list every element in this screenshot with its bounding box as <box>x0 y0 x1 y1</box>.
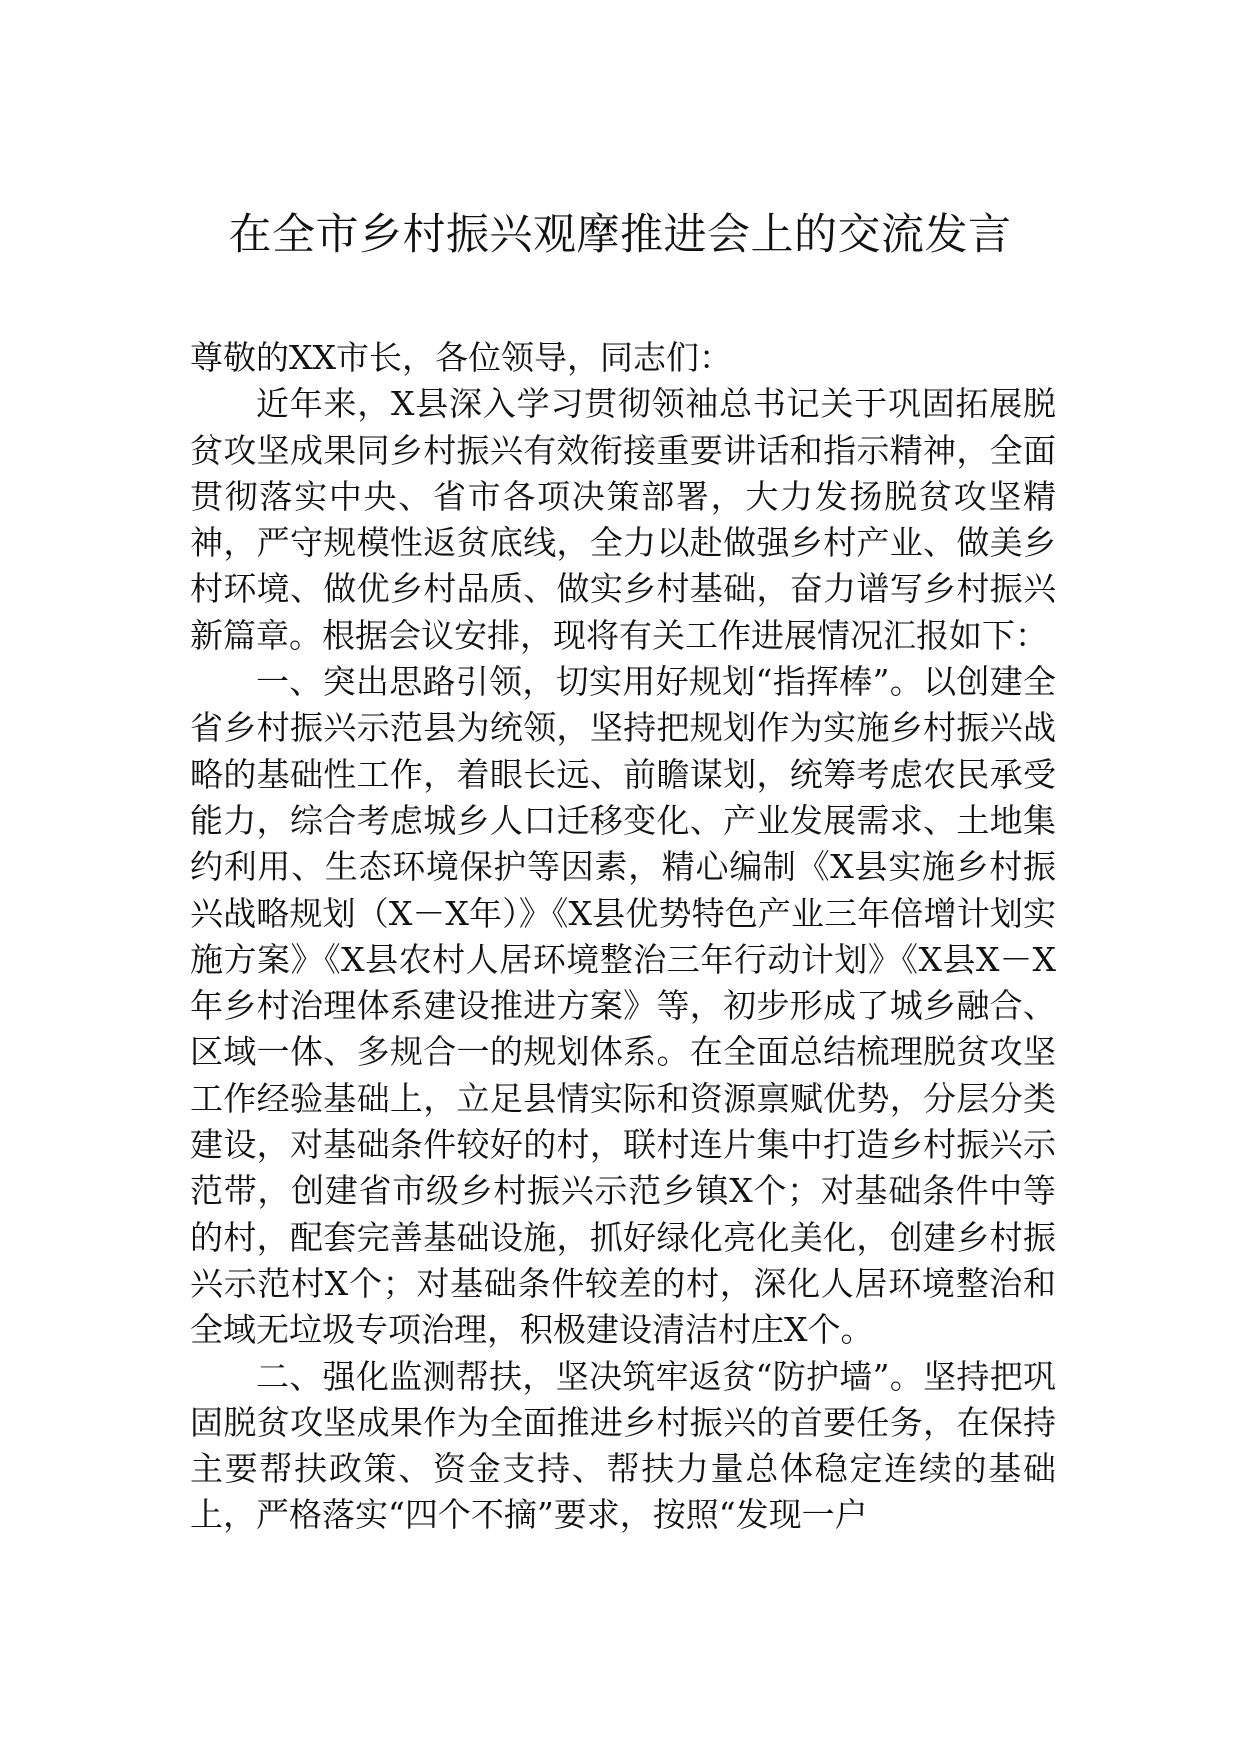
paragraph-section-1: 一、突出思路引领，切实用好规划“指挥棒”。以创建全省乡村振兴示范县为统领，坚持把规划作为实施乡村振兴战略的基础性工作，着眼长远、前瞻谋划，统筹考虑农民承受能力，综合考虑城乡人口迁移变化、产业发展需求、土地集约利用、生态环境保护等因素，精心编制《X县实施乡村振兴战略规划（X－X年）》《X县优势特色产业三年倍增计划实施方案》《X县农村人居环境整治三年行动计划》《X县X－X年乡村治理体系建设推进方案》等，初步形成了城乡融合、区域一体、多规合一的规划体系。在全面总结梳理脱贫攻坚工作经验基础上，立足县情实际和资源禀赋优势，分层分类建设，对基础条件较好的村，联村连片集中打造乡村振兴示范带，创建省市级乡村振兴示范乡镇X个；对基础条件中等的村，配套完善基础设施，抓好绿化亮化美化，创建乡村振兴示范村X个；对基础条件较差的村，深化人居环境整治和全域无垃圾专项治理，积极建设清洁村庄X个。 <box>190 662 1056 1350</box>
salutation: 尊敬的XX市长，各位领导，同志们： <box>190 338 732 377</box>
document-title: 在全市乡村振兴观摩推进会上的交流发言 <box>228 210 1012 260</box>
document-body <box>190 335 1056 1539</box>
paragraph-intro: 近年来，X县深入学习贯彻领袖总书记关于巩固拓展脱贫攻坚成果同乡村振兴有效衔接重要讲话和指示精神，全面贯彻落实中央、省市各项决策部署，大力发扬脱贫攻坚精神，严守规模性返贫底线，全力以赴做强乡村产业、做美乡村环境、做优乡村品质、做实乡村基础，奋力谱写乡村振兴新篇章。根据会议安排，现将有关工作进展情况汇报如下： <box>190 384 1056 655</box>
paragraph-section-2: 二、强化监测帮扶，坚决筑牢返贫“防护墙”。坚持把巩固脱贫攻坚成果作为全面推进乡村振兴的首要任务，在保持主要帮扶政策、资金支持、帮扶力量总体稳定连续的基础上，严格落实“四个不摘”要求，按照“发现一户 <box>190 1356 1056 1535</box>
